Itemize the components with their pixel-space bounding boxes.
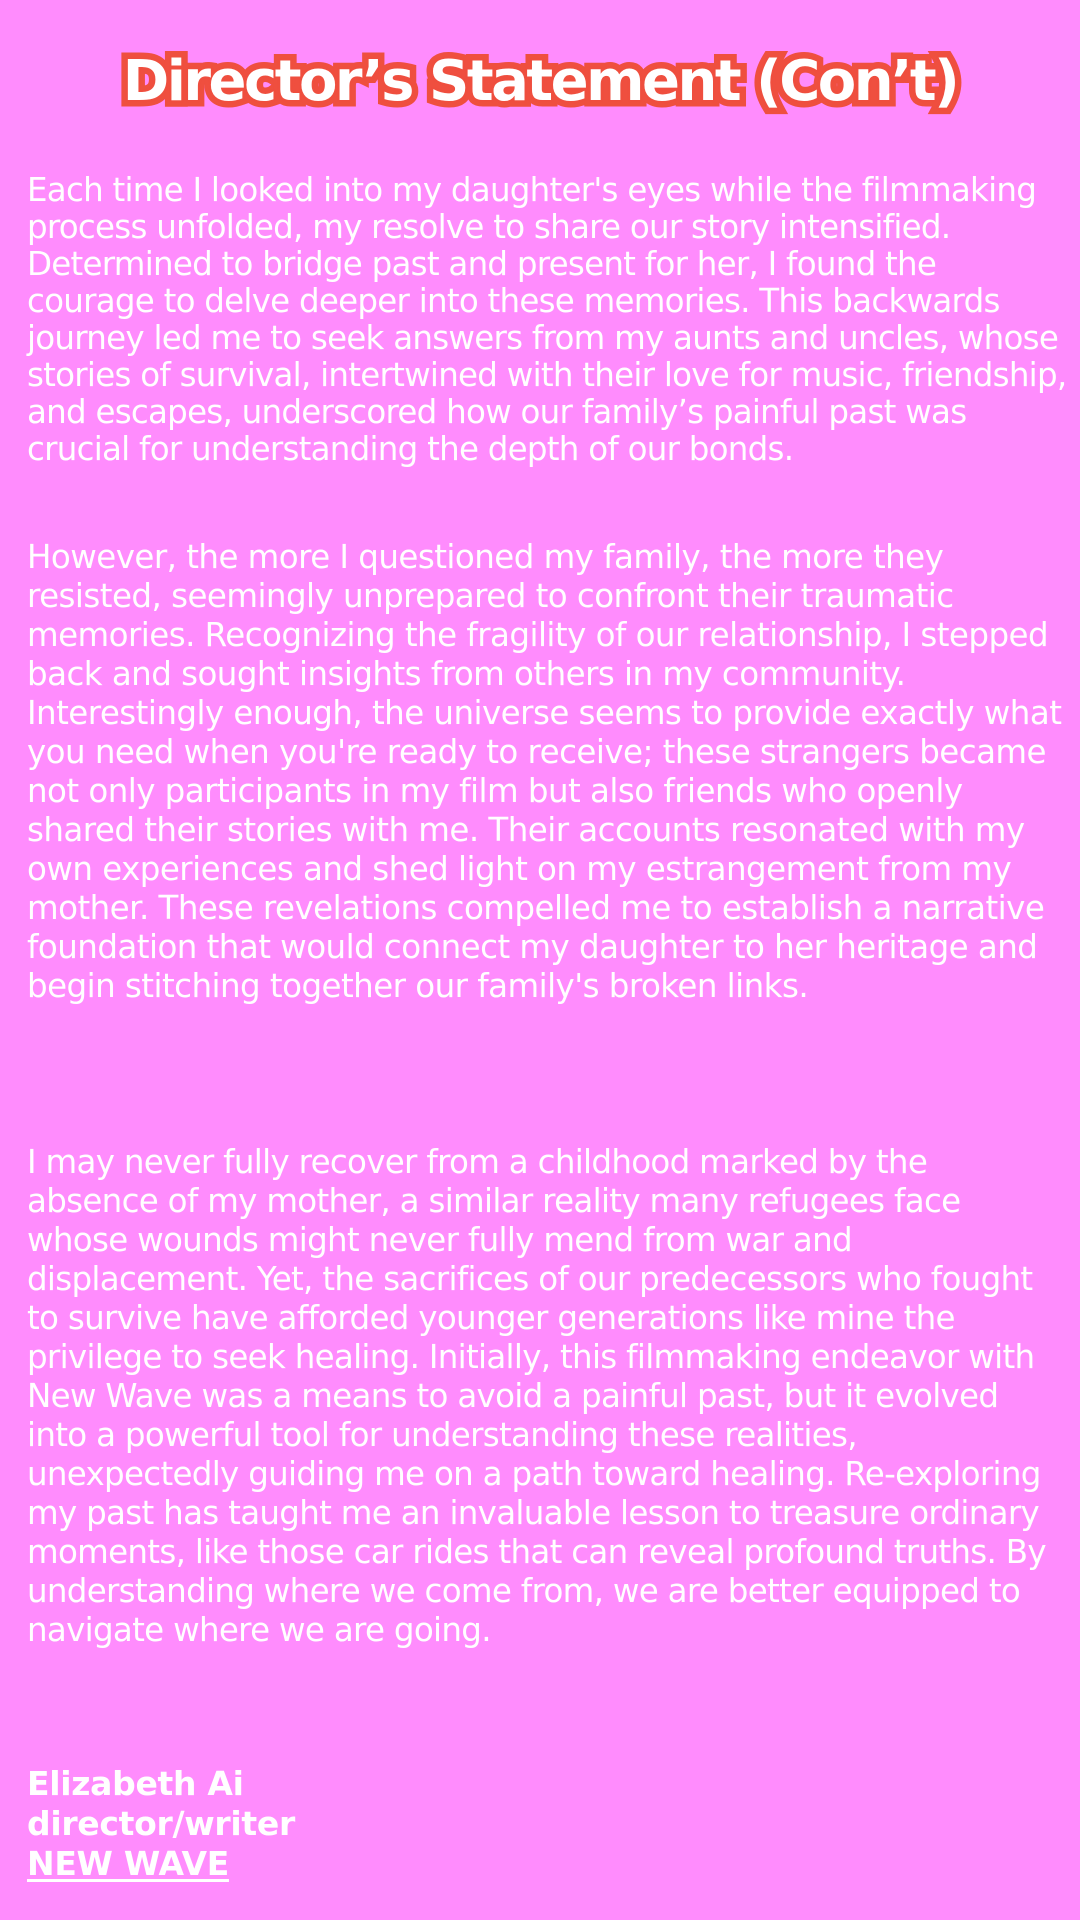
author-role: director/writer bbox=[27, 1804, 295, 1843]
paragraph-3: I may never fully recover from a childhood marked by the absence of my mother, a similar reality many refugees face whose wounds might never fully mend from war and displacement. Yet, the sacrifices of our predecessors who fought to survive have afforded younger generations like mine the privilege to seek healing. Initially, this filmmaking endeavor with New Wave was a means to avoid a painful past, but it evolved into a powerful tool for understanding these realities, unexpectedly guiding me on a path toward healing. Re-exploring my past has taught me an invaluable lesson to treasure ordinary moments, like those car rides that can reveal profound truths. By understanding where we come from, we are better equipped to navigate where we are going. bbox=[27, 1143, 1046, 1649]
page-title: Director’s Statement (Con’t) bbox=[122, 49, 958, 114]
author-name: Elizabeth Ai bbox=[27, 1764, 244, 1803]
paragraph-1: Each time I looked into my daughter's eyes while the filmmaking process unfolded, my resolve to share our story intensified. Determined to bridge past and present for her, I found the courage to delve deeper into these memories. This backwards journey led me to seek answers from my aunts and uncles, whose stories of survival, intertwined with their love for music, friendship, and escapes, underscored how our family’s painful past was crucial for understanding the depth of our bonds. bbox=[27, 171, 1067, 468]
paragraph-2: However, the more I questioned my family, the more they resisted, seemingly unprepared to confront their traumatic memories. Recognizing the fragility of our relationship, I stepped back and sought insights from others in my community. Interestingly enough, the universe seems to provide exactly what you need when you're ready to receive; these strangers became not only participants in my film but also friends who openly shared their stories with me. Their accounts resonated with my own experiences and shed light on my estrangement from my mother. These revelations compelled me to establish a narrative foundation that would connect my daughter to her heritage and begin stitching together our family's broken links. bbox=[27, 538, 1062, 1005]
project-link[interactable]: NEW WAVE bbox=[27, 1844, 229, 1883]
signature-block bbox=[27, 1764, 295, 1884]
